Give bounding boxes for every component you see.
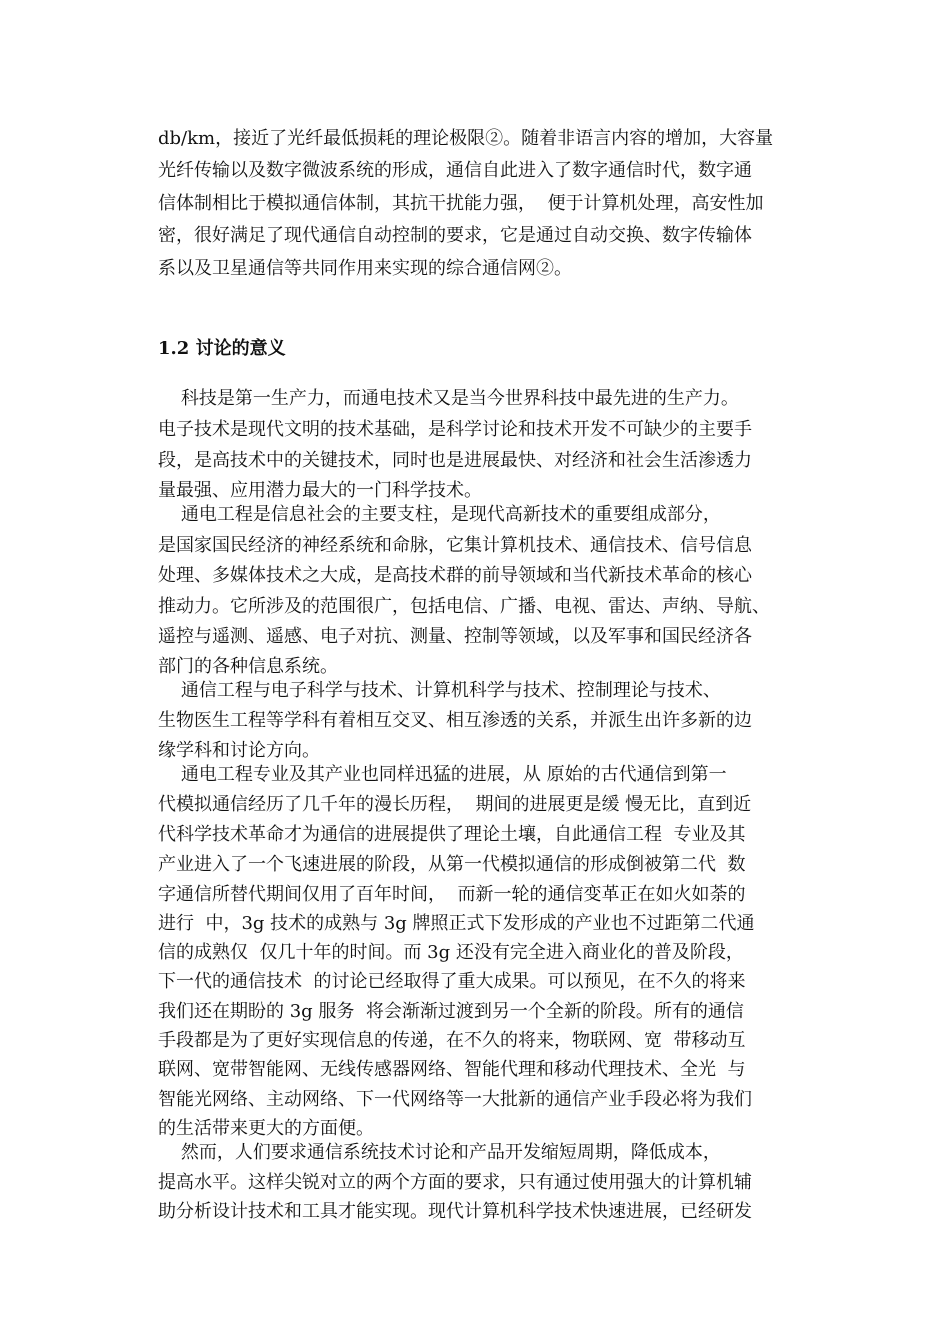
text-line: 智能光网络、主动网络、下一代网络等一大批新的通信产业手段必将为我们: [158, 1089, 752, 1110]
text-line: 通电工程专业及其产业也同样迅猛的进展，从 原始的古代通信到第一: [158, 764, 727, 785]
text-line: 下一代的通信技术 的讨论已经取得了重大成果。可以预见，在不久的将来: [158, 971, 746, 992]
text-line: 遥控与遥测、遥感、电子对抗、测量、控制等领域，以及军事和国民经济各: [158, 626, 752, 647]
text-line: 产业进入了一个飞速进展的阶段，从第一代模拟通信的形成倒被第二代 数: [158, 854, 746, 875]
text-line: 通信工程与电子科学与技术、计算机科学与技术、控制理论与技术、: [158, 680, 721, 701]
text-line: 光纤传输以及数字微波系统的形成，通信自此进入了数字通信时代，数字通: [158, 160, 752, 181]
text-line: 推动力。它所涉及的范围很广，包括电信、广播、电视、雷达、声纳、导航、: [158, 596, 770, 617]
text-line: 代科学技术革命才为通信的进展提供了理论土壤，自此通信工程 专业及其: [158, 824, 746, 845]
text-line: 助分析设计技术和工具才能实现。现代计算机科学技术快速进展，已经研发: [158, 1201, 752, 1222]
text-line: 代模拟通信经历了几千年的漫长历程， 期间的进展更是缓 慢无比，直到近: [158, 794, 752, 815]
text-line: 缘学科和讨论方向。: [158, 740, 320, 761]
text-line: 生物医生工程等学科有着相互交叉、相互渗透的关系，并派生出许多新的边: [158, 710, 752, 731]
text-line: 电子技术是现代文明的技术基础，是科学讨论和技术开发不可缺少的主要手: [158, 419, 752, 440]
text-line: 处理、多媒体技术之大成，是高技术群的前导领域和当代新技术革命的核心: [158, 565, 752, 586]
text-line: 系以及卫星通信等共同作用来实现的综合通信网②。: [158, 258, 572, 279]
text-line: 联网、宽带智能网、无线传感器网络、智能代理和移动代理技术、全光 与: [158, 1059, 746, 1080]
text-line: 的生活带来更大的方面便。: [158, 1118, 374, 1139]
text-line: 我们还在期盼的 3g 服务 将会渐渐过渡到另一个全新的阶段。所有的通信: [158, 1001, 744, 1022]
text-line: 是国家国民经济的神经系统和命脉，它集计算机技术、通信技术、信号信息: [158, 535, 752, 556]
text-line: 通电工程是信息社会的主要支柱，是现代高新技术的重要组成部分，: [158, 504, 721, 525]
text-line: 手段都是为了更好实现信息的传递，在不久的将来，物联网、宽 带移动互: [158, 1030, 746, 1051]
text-line: 密，很好满足了现代通信自动控制的要求，它是通过自动交换、数字传输体: [158, 225, 752, 246]
text-line: 量最强、应用潜力最大的一门科学技术。: [158, 480, 482, 501]
text-line: 然而，人们要求通信系统技术讨论和产品开发缩短周期，降低成本，: [158, 1142, 721, 1163]
text-line: 字通信所替代期间仅用了百年时间， 而新一轮的通信变革正在如火如荼的: [158, 884, 746, 905]
text-line: db/km，接近了光纤最低损耗的理论极限②。随着非语言内容的增加，大容量: [158, 128, 774, 149]
text-line: 科技是第一生产力，而通电技术又是当今世界科技中最先进的生产力。: [158, 388, 739, 409]
text-line: 进行 中，3g 技术的成熟与 3g 牌照正式下发形成的产业也不过距第二代通: [158, 913, 755, 934]
text-line: 信体制相比于模拟通信体制，其抗干扰能力强， 便于计算机处理，高安性加: [158, 193, 764, 214]
text-line: 段，是高技术中的关键技术，同时也是进展最快、对经济和社会生活渗透力: [158, 450, 752, 471]
text-line: 部门的各种信息系统。: [158, 656, 338, 677]
text-line: 提高水平。这样尖锐对立的两个方面的要求，只有通过使用强大的计算机辅: [158, 1172, 752, 1193]
section-heading: 1.2 讨论的意义: [158, 338, 286, 359]
text-line: 信的成熟仅 仅几十年的时间。而 3g 还没有完全进入商业化的普及阶段，: [158, 942, 744, 963]
